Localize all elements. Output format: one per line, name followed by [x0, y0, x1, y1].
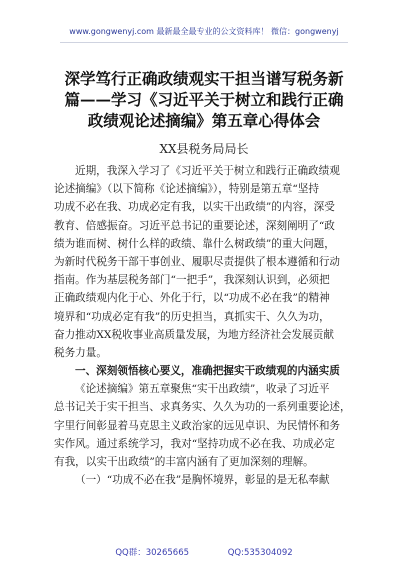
body-line: 为新时代税务干部干事创业、履职尽责提供了根本遵循和行动 [54, 255, 341, 268]
body-line: 总书记关于实干担当、求真务实、久久为功的一系列重要论述， [54, 401, 351, 414]
title-line-3: 政绩观论述摘编》第五章心得体会 [87, 111, 321, 130]
body-line: 论述摘编》（以下简称《论述摘编》），特别是第五章“坚持 [54, 183, 319, 196]
contact-footer [0, 546, 408, 558]
body-line: 实作风。通过系统学习，我对“坚持功成不必在我、功成必定 [54, 437, 335, 450]
body-line: 正确政绩观内化于心、外化于行，以“功成不必在我”的精神 [54, 292, 330, 305]
section-heading: 一、深刻领悟核心要义，准确把握实干政绩观的内涵实质 [75, 365, 340, 378]
body-line: 境界和“功成必定有我”的历史担当，真抓实干、久久为功， [54, 310, 330, 323]
body-line: 字里行间彰显着马克思主义政治家的远见卓识、为民情怀和务 [54, 419, 341, 432]
title-line-1: 深学笃行正确政绩观实干担当谱写税务新 [64, 69, 344, 88]
title-line-2: 篇——学习《习近平关于树立和践行正确 [64, 90, 344, 109]
qq-group: QQ群：30265665 [115, 548, 190, 558]
body-line: 奋力推动XX税收事业高质量发展，为地方经济社会发展贡献 [54, 328, 334, 341]
document-body [54, 162, 354, 489]
body-line: 《论述摘编》第五章聚焦“实干出政绩”，收录了习近平 [75, 383, 330, 396]
author-line: XX县税务局局长 [159, 142, 249, 156]
qq-number: QQ:535304092 [227, 548, 293, 558]
body-line: 近期，我深入学习了《习近平关于树立和践行正确政绩观 [75, 165, 340, 177]
subsection-line: （一）“功成不必在我”是胸怀境界，彰显的是无私奉献 [75, 474, 330, 487]
header-divider [60, 42, 348, 43]
body-line: 功成不必在我、功成必定有我，以实干出政绩”的内容，深受 [54, 201, 335, 214]
site-header [0, 26, 408, 37]
document-title [40, 68, 368, 131]
body-line: 绩为谁而树、树什么样的政绩、靠什么树政绩”的重大问题， [54, 237, 335, 250]
body-line: 有我，以实干出政绩”的丰富内涵有了更加深刻的理解。 [54, 456, 314, 468]
body-line: 税务力量。 [54, 346, 107, 359]
site-header-text: www.gongwenyj.com 最新最全最专业的公文资料库！ 微信：gongwenyj [69, 27, 339, 36]
body-line: 指南。作为基层税务部门“一把手”，我深刻认识到，必须把 [54, 274, 330, 287]
body-line: 教育、倍感振奋。习近平总书记的重要论述，深刻阐明了“政 [54, 219, 335, 232]
